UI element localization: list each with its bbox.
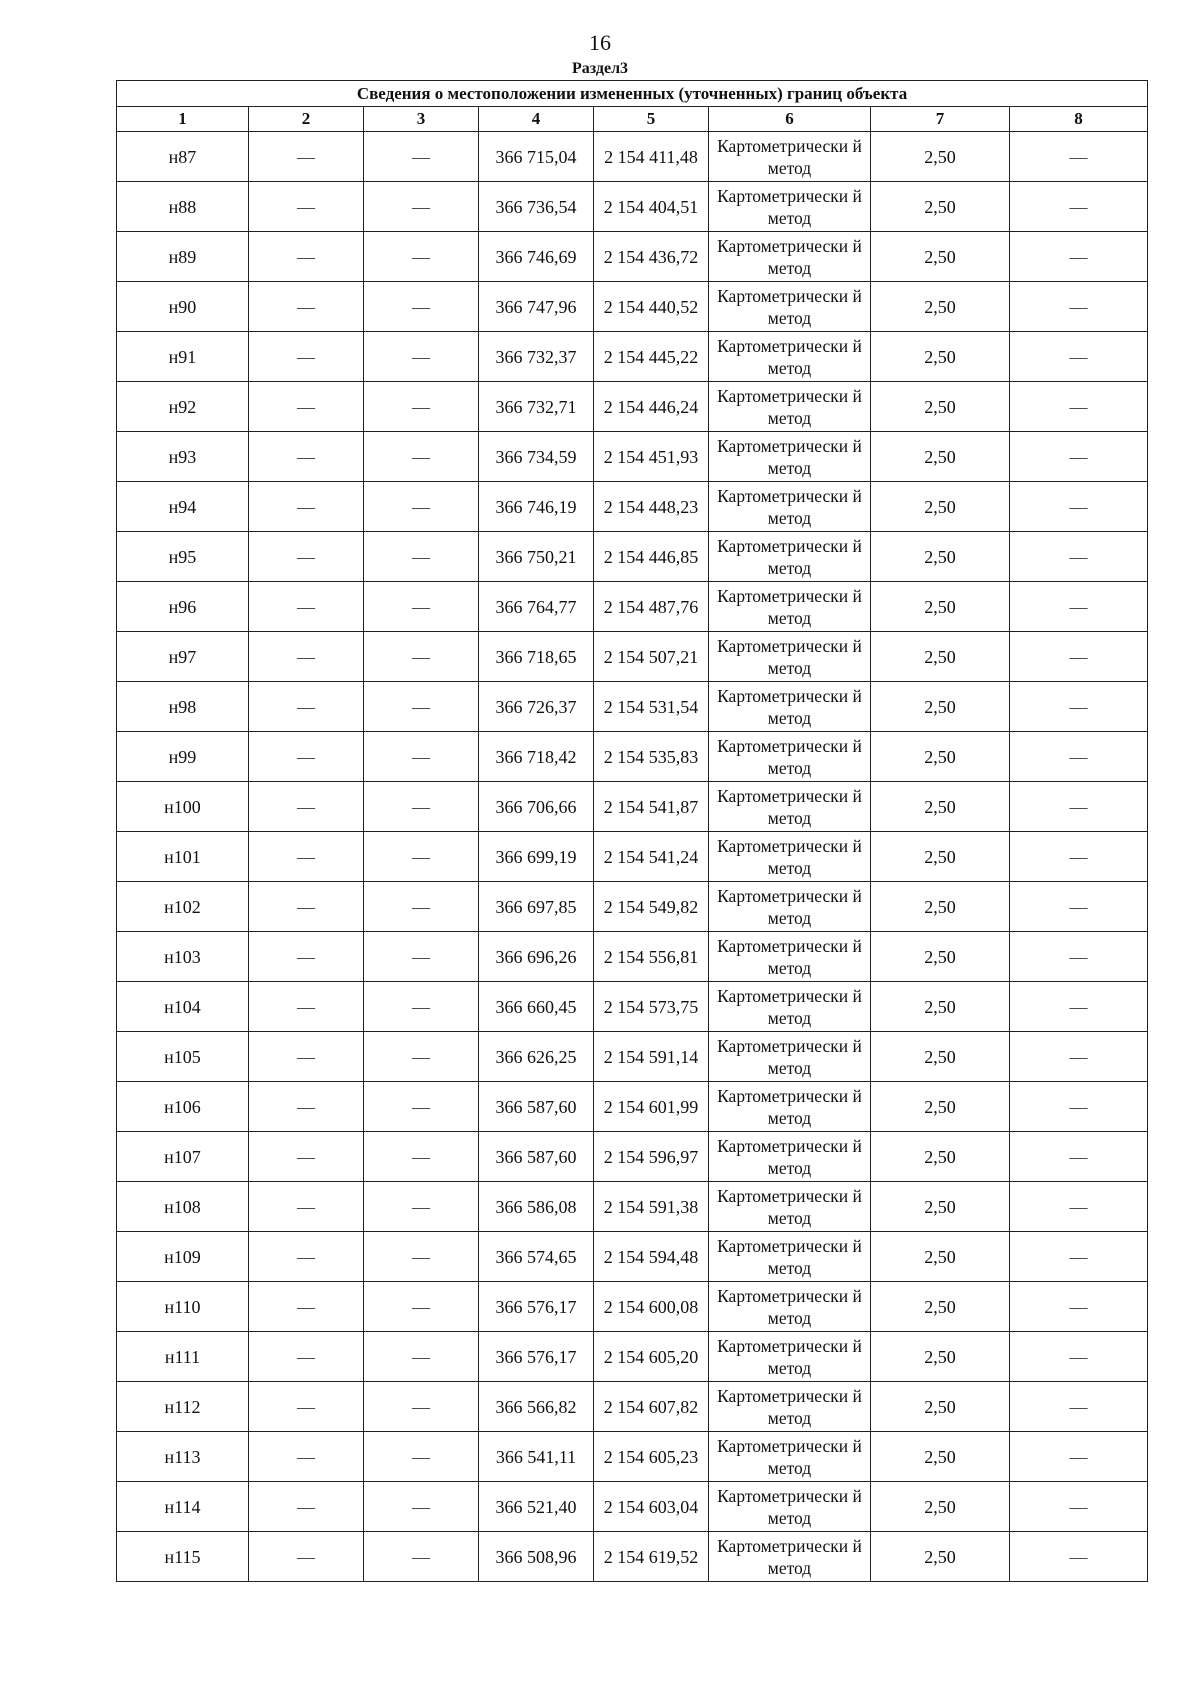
col2-cell: — xyxy=(249,732,364,782)
col8-cell: — xyxy=(1010,682,1148,732)
col2-cell: — xyxy=(249,382,364,432)
method-cell: Картометрически й метод xyxy=(709,632,871,682)
x-coordinate-cell: 366 699,19 xyxy=(479,832,594,882)
table-row xyxy=(117,1382,1148,1432)
col2-cell: — xyxy=(249,132,364,182)
col8-cell: — xyxy=(1010,1032,1148,1082)
y-coordinate-cell: 2 154 607,82 xyxy=(594,1382,709,1432)
table-row xyxy=(117,732,1148,782)
table-row xyxy=(117,1282,1148,1332)
x-coordinate-cell: 366 732,71 xyxy=(479,382,594,432)
col3-cell: — xyxy=(364,532,479,582)
col8-cell: — xyxy=(1010,1332,1148,1382)
table-row xyxy=(117,932,1148,982)
method-cell: Картометрически й метод xyxy=(709,1332,871,1382)
col3-cell: — xyxy=(364,182,479,232)
x-coordinate-cell: 366 736,54 xyxy=(479,182,594,232)
col3-cell: — xyxy=(364,382,479,432)
method-cell: Картометрически й метод xyxy=(709,432,871,482)
col3-cell: — xyxy=(364,332,479,382)
method-cell: Картометрически й метод xyxy=(709,932,871,982)
col2-cell: — xyxy=(249,432,364,482)
col2-cell: — xyxy=(249,1432,364,1482)
x-coordinate-cell: 366 734,59 xyxy=(479,432,594,482)
point-name-cell: н108 xyxy=(117,1182,249,1232)
method-cell: Картометрически й метод xyxy=(709,1032,871,1082)
col3-cell: — xyxy=(364,1382,479,1432)
col8-cell: — xyxy=(1010,582,1148,632)
table-row xyxy=(117,1482,1148,1532)
method-cell: Картометрически й метод xyxy=(709,382,871,432)
col2-cell: — xyxy=(249,782,364,832)
y-coordinate-cell: 2 154 541,87 xyxy=(594,782,709,832)
table-row xyxy=(117,1132,1148,1182)
table-row xyxy=(117,1032,1148,1082)
point-name-cell: н94 xyxy=(117,482,249,532)
x-coordinate-cell: 366 541,11 xyxy=(479,1432,594,1482)
method-cell: Картометрически й метод xyxy=(709,882,871,932)
table-row xyxy=(117,1182,1148,1232)
x-coordinate-cell: 366 566,82 xyxy=(479,1382,594,1432)
method-cell: Картометрически й метод xyxy=(709,482,871,532)
point-name-cell: н97 xyxy=(117,632,249,682)
table-row xyxy=(117,182,1148,232)
y-coordinate-cell: 2 154 600,08 xyxy=(594,1282,709,1332)
col2-cell: — xyxy=(249,682,364,732)
col3-cell: — xyxy=(364,632,479,682)
point-name-cell: н92 xyxy=(117,382,249,432)
point-name-cell: н95 xyxy=(117,532,249,582)
point-name-cell: н106 xyxy=(117,1082,249,1132)
accuracy-cell: 2,50 xyxy=(871,1282,1010,1332)
column-header-6: 6 xyxy=(709,107,871,132)
col8-cell: — xyxy=(1010,1382,1148,1432)
col2-cell: — xyxy=(249,1332,364,1382)
method-cell: Картометрически й метод xyxy=(709,332,871,382)
col8-cell: — xyxy=(1010,1432,1148,1482)
column-header-3: 3 xyxy=(364,107,479,132)
point-name-cell: н114 xyxy=(117,1482,249,1532)
y-coordinate-cell: 2 154 591,38 xyxy=(594,1182,709,1232)
table-row xyxy=(117,482,1148,532)
y-coordinate-cell: 2 154 535,83 xyxy=(594,732,709,782)
x-coordinate-cell: 366 732,37 xyxy=(479,332,594,382)
point-name-cell: н107 xyxy=(117,1132,249,1182)
y-coordinate-cell: 2 154 445,22 xyxy=(594,332,709,382)
accuracy-cell: 2,50 xyxy=(871,682,1010,732)
accuracy-cell: 2,50 xyxy=(871,982,1010,1032)
method-cell: Картометрически й метод xyxy=(709,532,871,582)
table-body xyxy=(117,132,1148,1582)
col3-cell: — xyxy=(364,1482,479,1532)
x-coordinate-cell: 366 764,77 xyxy=(479,582,594,632)
col3-cell: — xyxy=(364,432,479,482)
method-cell: Картометрически й метод xyxy=(709,782,871,832)
method-cell: Картометрически й метод xyxy=(709,1182,871,1232)
col8-cell: — xyxy=(1010,732,1148,782)
y-coordinate-cell: 2 154 436,72 xyxy=(594,232,709,282)
point-name-cell: н96 xyxy=(117,582,249,632)
col8-cell: — xyxy=(1010,982,1148,1032)
accuracy-cell: 2,50 xyxy=(871,232,1010,282)
accuracy-cell: 2,50 xyxy=(871,1232,1010,1282)
point-name-cell: н110 xyxy=(117,1282,249,1332)
table-row xyxy=(117,132,1148,182)
col8-cell: — xyxy=(1010,1532,1148,1582)
point-name-cell: н91 xyxy=(117,332,249,382)
accuracy-cell: 2,50 xyxy=(871,1182,1010,1232)
table-row xyxy=(117,682,1148,732)
x-coordinate-cell: 366 574,65 xyxy=(479,1232,594,1282)
section-label: Раздел3 xyxy=(571,60,629,77)
col8-cell: — xyxy=(1010,232,1148,282)
point-name-cell: н112 xyxy=(117,1382,249,1432)
point-name-cell: н111 xyxy=(117,1332,249,1382)
y-coordinate-cell: 2 154 446,24 xyxy=(594,382,709,432)
y-coordinate-cell: 2 154 605,20 xyxy=(594,1332,709,1382)
table-row xyxy=(117,582,1148,632)
col3-cell: — xyxy=(364,1532,479,1582)
accuracy-cell: 2,50 xyxy=(871,1382,1010,1432)
table-row xyxy=(117,1082,1148,1132)
col2-cell: — xyxy=(249,582,364,632)
table-row xyxy=(117,432,1148,482)
col8-cell: — xyxy=(1010,1082,1148,1132)
point-name-cell: н90 xyxy=(117,282,249,332)
x-coordinate-cell: 366 576,17 xyxy=(479,1332,594,1382)
point-name-cell: н113 xyxy=(117,1432,249,1482)
point-name-cell: н89 xyxy=(117,232,249,282)
column-header-1: 1 xyxy=(117,107,249,132)
col2-cell: — xyxy=(249,1232,364,1282)
y-coordinate-cell: 2 154 556,81 xyxy=(594,932,709,982)
col2-cell: — xyxy=(249,332,364,382)
table-row xyxy=(117,882,1148,932)
accuracy-cell: 2,50 xyxy=(871,182,1010,232)
method-cell: Картометрически й метод xyxy=(709,1432,871,1482)
point-name-cell: н88 xyxy=(117,182,249,232)
y-coordinate-cell: 2 154 605,23 xyxy=(594,1432,709,1482)
col2-cell: — xyxy=(249,532,364,582)
y-coordinate-cell: 2 154 507,21 xyxy=(594,632,709,682)
col3-cell: — xyxy=(364,482,479,532)
col8-cell: — xyxy=(1010,332,1148,382)
x-coordinate-cell: 366 715,04 xyxy=(479,132,594,182)
y-coordinate-cell: 2 154 619,52 xyxy=(594,1532,709,1582)
col8-cell: — xyxy=(1010,1132,1148,1182)
x-coordinate-cell: 366 706,66 xyxy=(479,782,594,832)
x-coordinate-cell: 366 697,85 xyxy=(479,882,594,932)
method-cell: Картометрически й метод xyxy=(709,132,871,182)
col8-cell: — xyxy=(1010,632,1148,682)
x-coordinate-cell: 366 747,96 xyxy=(479,282,594,332)
method-cell: Картометрически й метод xyxy=(709,582,871,632)
col8-cell: — xyxy=(1010,932,1148,982)
method-cell: Картометрически й метод xyxy=(709,832,871,882)
accuracy-cell: 2,50 xyxy=(871,1082,1010,1132)
accuracy-cell: 2,50 xyxy=(871,1482,1010,1532)
col2-cell: — xyxy=(249,182,364,232)
accuracy-cell: 2,50 xyxy=(871,1132,1010,1182)
col8-cell: — xyxy=(1010,1282,1148,1332)
table-caption: Сведения о местоположении измененных (уточненных) границ объекта xyxy=(117,81,1148,107)
method-cell: Картометрически й метод xyxy=(709,682,871,732)
x-coordinate-cell: 366 718,42 xyxy=(479,732,594,782)
x-coordinate-cell: 366 660,45 xyxy=(479,982,594,1032)
table-row xyxy=(117,1232,1148,1282)
y-coordinate-cell: 2 154 603,04 xyxy=(594,1482,709,1532)
col3-cell: — xyxy=(364,232,479,282)
x-coordinate-cell: 366 746,19 xyxy=(479,482,594,532)
col2-cell: — xyxy=(249,1532,364,1582)
y-coordinate-cell: 2 154 440,52 xyxy=(594,282,709,332)
accuracy-cell: 2,50 xyxy=(871,532,1010,582)
table-row xyxy=(117,982,1148,1032)
x-coordinate-cell: 366 508,96 xyxy=(479,1532,594,1582)
accuracy-cell: 2,50 xyxy=(871,932,1010,982)
table-row xyxy=(117,782,1148,832)
x-coordinate-cell: 366 626,25 xyxy=(479,1032,594,1082)
col8-cell: — xyxy=(1010,482,1148,532)
method-cell: Картометрически й метод xyxy=(709,732,871,782)
col3-cell: — xyxy=(364,832,479,882)
accuracy-cell: 2,50 xyxy=(871,132,1010,182)
point-name-cell: н98 xyxy=(117,682,249,732)
x-coordinate-cell: 366 750,21 xyxy=(479,532,594,582)
col2-cell: — xyxy=(249,882,364,932)
table-row xyxy=(117,832,1148,882)
col3-cell: — xyxy=(364,1282,479,1332)
column-header-2: 2 xyxy=(249,107,364,132)
table-caption-row xyxy=(117,81,1148,107)
x-coordinate-cell: 366 576,17 xyxy=(479,1282,594,1332)
y-coordinate-cell: 2 154 573,75 xyxy=(594,982,709,1032)
col3-cell: — xyxy=(364,782,479,832)
point-name-cell: н93 xyxy=(117,432,249,482)
y-coordinate-cell: 2 154 451,93 xyxy=(594,432,709,482)
col2-cell: — xyxy=(249,232,364,282)
col8-cell: — xyxy=(1010,382,1148,432)
col3-cell: — xyxy=(364,282,479,332)
col2-cell: — xyxy=(249,282,364,332)
col2-cell: — xyxy=(249,832,364,882)
point-name-cell: н105 xyxy=(117,1032,249,1082)
accuracy-cell: 2,50 xyxy=(871,1332,1010,1382)
col3-cell: — xyxy=(364,732,479,782)
col2-cell: — xyxy=(249,1282,364,1332)
accuracy-cell: 2,50 xyxy=(871,782,1010,832)
x-coordinate-cell: 366 726,37 xyxy=(479,682,594,732)
col2-cell: — xyxy=(249,632,364,682)
accuracy-cell: 2,50 xyxy=(871,1032,1010,1082)
point-name-cell: н115 xyxy=(117,1532,249,1582)
col8-cell: — xyxy=(1010,282,1148,332)
col8-cell: — xyxy=(1010,1232,1148,1282)
col3-cell: — xyxy=(364,1032,479,1082)
col3-cell: — xyxy=(364,932,479,982)
y-coordinate-cell: 2 154 531,54 xyxy=(594,682,709,732)
point-name-cell: н99 xyxy=(117,732,249,782)
accuracy-cell: 2,50 xyxy=(871,1432,1010,1482)
table-row xyxy=(117,1532,1148,1582)
col2-cell: — xyxy=(249,982,364,1032)
column-number-row xyxy=(117,107,1148,132)
col2-cell: — xyxy=(249,1182,364,1232)
y-coordinate-cell: 2 154 541,24 xyxy=(594,832,709,882)
x-coordinate-cell: 366 718,65 xyxy=(479,632,594,682)
point-name-cell: н103 xyxy=(117,932,249,982)
x-coordinate-cell: 366 586,08 xyxy=(479,1182,594,1232)
y-coordinate-cell: 2 154 448,23 xyxy=(594,482,709,532)
accuracy-cell: 2,50 xyxy=(871,482,1010,532)
method-cell: Картометрически й метод xyxy=(709,1132,871,1182)
method-cell: Картометрически й метод xyxy=(709,1532,871,1582)
col3-cell: — xyxy=(364,1082,479,1132)
method-cell: Картометрически й метод xyxy=(709,282,871,332)
page-number: 16 xyxy=(589,30,611,55)
col3-cell: — xyxy=(364,1432,479,1482)
x-coordinate-cell: 366 587,60 xyxy=(479,1082,594,1132)
accuracy-cell: 2,50 xyxy=(871,382,1010,432)
method-cell: Картометрически й метод xyxy=(709,182,871,232)
method-cell: Картометрически й метод xyxy=(709,1482,871,1532)
method-cell: Картометрически й метод xyxy=(709,982,871,1032)
y-coordinate-cell: 2 154 594,48 xyxy=(594,1232,709,1282)
col3-cell: — xyxy=(364,1332,479,1382)
col2-cell: — xyxy=(249,1132,364,1182)
col3-cell: — xyxy=(364,682,479,732)
col2-cell: — xyxy=(249,932,364,982)
col2-cell: — xyxy=(249,1082,364,1132)
column-header-7: 7 xyxy=(871,107,1010,132)
point-name-cell: н102 xyxy=(117,882,249,932)
y-coordinate-cell: 2 154 596,97 xyxy=(594,1132,709,1182)
col8-cell: — xyxy=(1010,532,1148,582)
method-cell: Картометрически й метод xyxy=(709,1382,871,1432)
col2-cell: — xyxy=(249,482,364,532)
col2-cell: — xyxy=(249,1382,364,1432)
y-coordinate-cell: 2 154 591,14 xyxy=(594,1032,709,1082)
x-coordinate-cell: 366 696,26 xyxy=(479,932,594,982)
point-name-cell: н101 xyxy=(117,832,249,882)
point-name-cell: н109 xyxy=(117,1232,249,1282)
accuracy-cell: 2,50 xyxy=(871,882,1010,932)
table-row xyxy=(117,1432,1148,1482)
column-header-8: 8 xyxy=(1010,107,1148,132)
table-row xyxy=(117,232,1148,282)
accuracy-cell: 2,50 xyxy=(871,632,1010,682)
method-cell: Картометрически й метод xyxy=(709,232,871,282)
accuracy-cell: 2,50 xyxy=(871,432,1010,482)
col3-cell: — xyxy=(364,582,479,632)
method-cell: Картометрически й метод xyxy=(709,1232,871,1282)
x-coordinate-cell: 366 521,40 xyxy=(479,1482,594,1532)
col3-cell: — xyxy=(364,132,479,182)
column-header-4: 4 xyxy=(479,107,594,132)
point-name-cell: н104 xyxy=(117,982,249,1032)
col2-cell: — xyxy=(249,1032,364,1082)
col8-cell: — xyxy=(1010,1482,1148,1532)
boundary-coordinates-table xyxy=(116,80,1148,1582)
accuracy-cell: 2,50 xyxy=(871,732,1010,782)
y-coordinate-cell: 2 154 404,51 xyxy=(594,182,709,232)
y-coordinate-cell: 2 154 446,85 xyxy=(594,532,709,582)
x-coordinate-cell: 366 746,69 xyxy=(479,232,594,282)
accuracy-cell: 2,50 xyxy=(871,582,1010,632)
column-header-5: 5 xyxy=(594,107,709,132)
y-coordinate-cell: 2 154 411,48 xyxy=(594,132,709,182)
table-row xyxy=(117,1332,1148,1382)
table-row xyxy=(117,532,1148,582)
col8-cell: — xyxy=(1010,1182,1148,1232)
table-row xyxy=(117,282,1148,332)
accuracy-cell: 2,50 xyxy=(871,282,1010,332)
col3-cell: — xyxy=(364,1132,479,1182)
y-coordinate-cell: 2 154 549,82 xyxy=(594,882,709,932)
table-row xyxy=(117,632,1148,682)
col3-cell: — xyxy=(364,882,479,932)
table-row xyxy=(117,382,1148,432)
col8-cell: — xyxy=(1010,132,1148,182)
accuracy-cell: 2,50 xyxy=(871,332,1010,382)
col3-cell: — xyxy=(364,1232,479,1282)
col8-cell: — xyxy=(1010,832,1148,882)
x-coordinate-cell: 366 587,60 xyxy=(479,1132,594,1182)
col3-cell: — xyxy=(364,982,479,1032)
method-cell: Картометрически й метод xyxy=(709,1282,871,1332)
point-name-cell: н100 xyxy=(117,782,249,832)
accuracy-cell: 2,50 xyxy=(871,1532,1010,1582)
col3-cell: — xyxy=(364,1182,479,1232)
point-name-cell: н87 xyxy=(117,132,249,182)
table-row xyxy=(117,332,1148,382)
col8-cell: — xyxy=(1010,432,1148,482)
y-coordinate-cell: 2 154 487,76 xyxy=(594,582,709,632)
y-coordinate-cell: 2 154 601,99 xyxy=(594,1082,709,1132)
col8-cell: — xyxy=(1010,782,1148,832)
col8-cell: — xyxy=(1010,882,1148,932)
accuracy-cell: 2,50 xyxy=(871,832,1010,882)
col8-cell: — xyxy=(1010,182,1148,232)
method-cell: Картометрически й метод xyxy=(709,1082,871,1132)
col2-cell: — xyxy=(249,1482,364,1532)
